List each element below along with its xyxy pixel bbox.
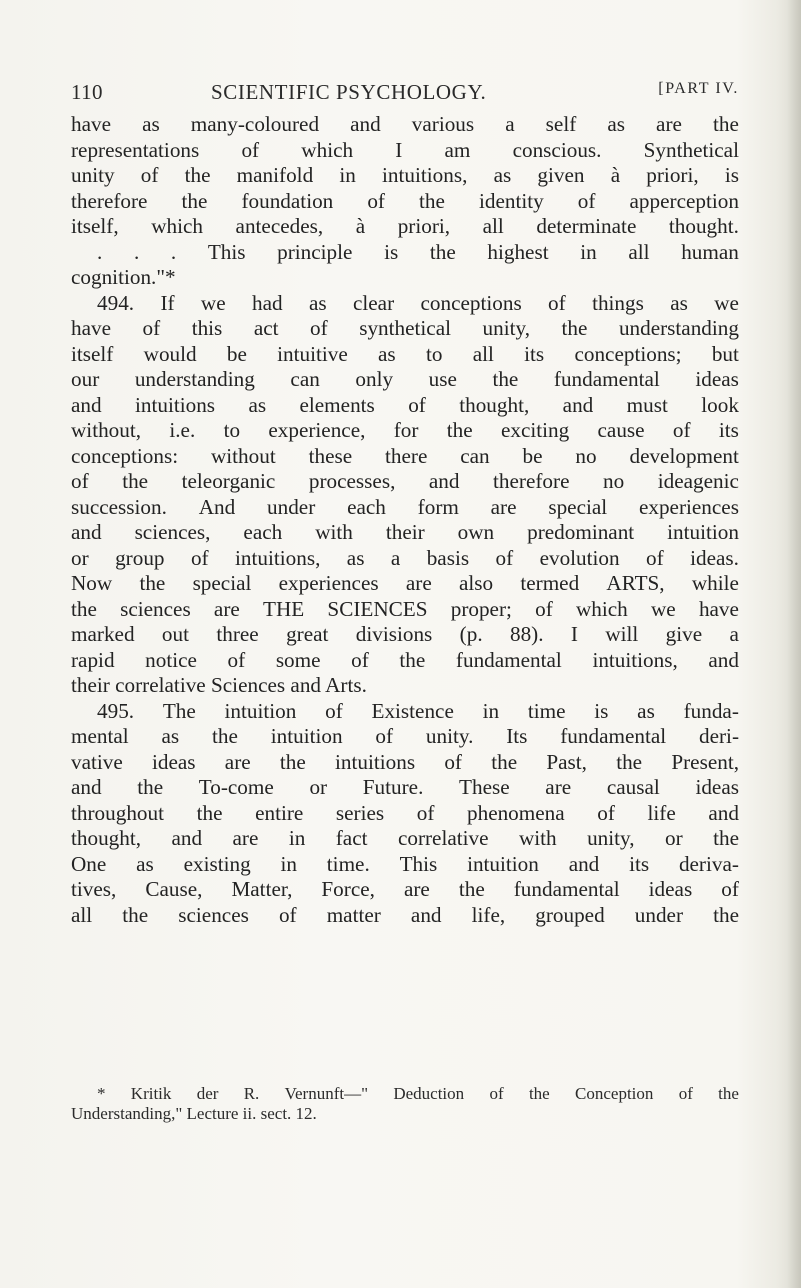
body-line: their correlative Sciences and Arts. — [71, 673, 367, 697]
body-line: One as existing in time. This intuition and its deriva- — [71, 851, 739, 876]
body-line: Now the special experiences are also termed ARTS, while — [71, 571, 739, 595]
body-line: or group of intuitions, as a basis of evolution of ideas. — [71, 545, 739, 570]
footnote — [71, 1084, 739, 1124]
body-line: unity of the manifold in intuitions, as given à priori, is — [71, 163, 739, 187]
part-label: [PART IV. — [658, 80, 739, 97]
body-line: and intuitions as elements of thought, and must look — [71, 392, 739, 417]
paragraph-495-start: 495. The intuition of Existence in time is as funda- — [97, 698, 739, 723]
body-line: have as many-coloured and various a self as are the — [71, 112, 739, 136]
body-line: have of this act of synthetical unity, the understanding — [71, 316, 739, 340]
body-line: and sciences, each with their own predominant intuition — [71, 520, 739, 544]
body-line: representations of which I am conscious. Synthetical — [71, 137, 739, 162]
body-line: marked out three great divisions (p. 88). I will give a — [71, 622, 739, 646]
body-line: conceptions: without these there can be no development — [71, 443, 739, 468]
running-head — [71, 80, 739, 110]
body-line: of the teleorganic processes, and therefore no ideagenic — [71, 469, 739, 493]
page-edge-shadow — [787, 0, 801, 1288]
body-line: tives, Cause, Matter, Force, are the fundamental ideas of — [71, 877, 739, 901]
body-line: mental as the intuition of unity. Its fundamental deri- — [71, 724, 739, 748]
body-line: rapid notice of some of the fundamental intuitions, and — [71, 647, 739, 672]
body-line: therefore the foundation of the identity of apperception — [71, 188, 739, 213]
body-line: . . . This principle is the highest in all human — [97, 239, 739, 264]
body-line: vative ideas are the intuitions of the Past, the Present, — [71, 749, 739, 774]
body-line: itself, which antecedes, à priori, all determinate thought. — [71, 214, 739, 238]
paragraph-494-start: 494. If we had as clear conceptions of things as we — [97, 290, 739, 315]
footnote-line: Understanding," Lecture ii. sect. 12. — [71, 1104, 317, 1123]
body-line: cognition."* — [71, 265, 176, 289]
page-number: 110 — [71, 80, 103, 104]
body-line: the sciences are THE SCIENCES proper; of which we have — [71, 596, 739, 621]
body-line: all the sciences of matter and life, grouped under the — [71, 902, 739, 927]
body-line: and the To-come or Future. These are causal ideas — [71, 775, 739, 799]
body-line: without, i.e. to experience, for the exciting cause of its — [71, 418, 739, 442]
body-line: our understanding can only use the fundamental ideas — [71, 367, 739, 391]
footnote-line: * Kritik der R. Vernunft—" Deduction of the Conception of the — [97, 1084, 739, 1103]
body-line: throughout the entire series of phenomena of life and — [71, 800, 739, 825]
running-title: SCIENTIFIC PSYCHOLOGY. — [211, 80, 487, 104]
body-line: itself would be intuitive as to all its conceptions; but — [71, 341, 739, 366]
body-text — [71, 112, 739, 928]
body-line: succession. And under each form are special experiences — [71, 494, 739, 519]
body-line: thought, and are in fact correlative with unity, or the — [71, 826, 739, 850]
